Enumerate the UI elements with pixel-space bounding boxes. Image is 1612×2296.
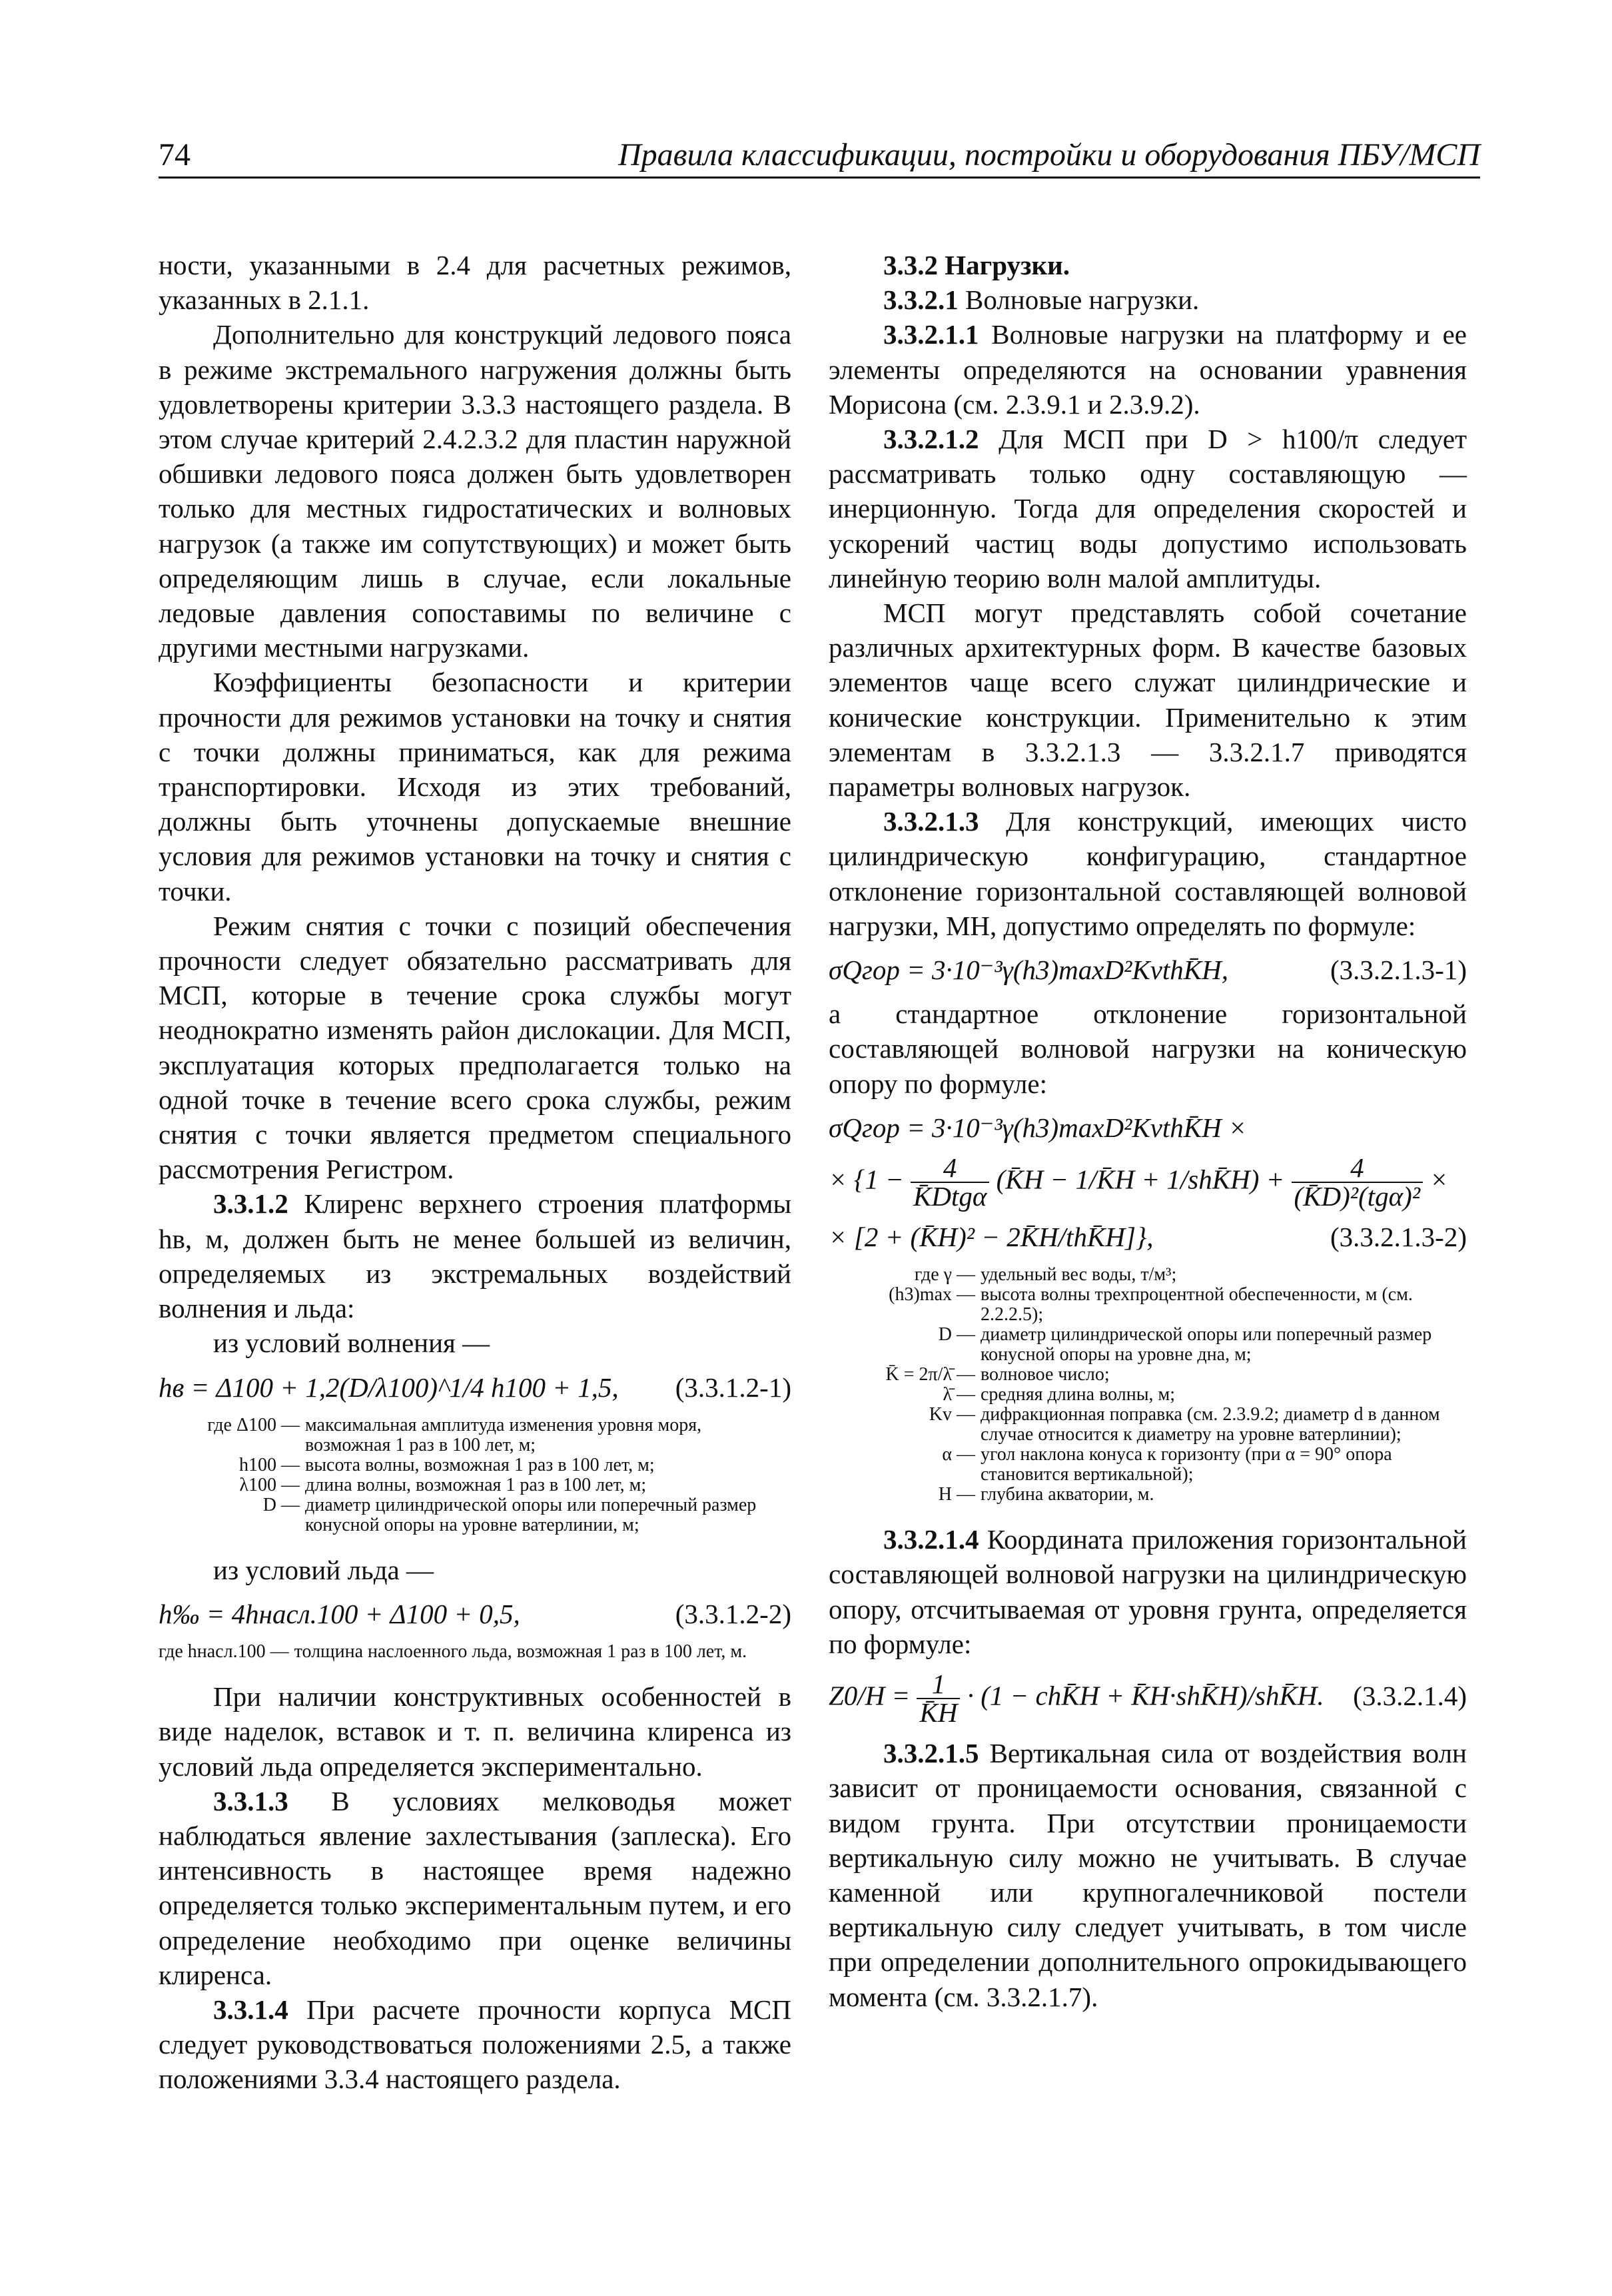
legend-symbol: h100 —: [239, 1454, 300, 1475]
paragraph: МСП могут представлять собой сочетание различных архитектурных форм. В качестве базовых элементов чаще всего служат цилиндрические и конические конструкции. Применительно к этим элементам в 3.3.2.1.3 — 3.3.2.1.7 приводятся параметры волновых нагрузок.: [829, 597, 1467, 803]
left-column: [159, 248, 791, 2097]
condition-label: из условий льда —: [213, 1554, 434, 1585]
equation-3-3-1-2-2: [159, 1597, 791, 1631]
formula: σQгор = 3·10⁻³γ(h3)maxD²KvthK̄H,: [829, 955, 1228, 986]
section-3-3-1-4: [159, 1992, 791, 2097]
legend-symbol: λ100 —: [239, 1474, 300, 1495]
legend-row: [829, 1445, 1467, 1485]
section-number: 3.3.2.1: [883, 284, 959, 316]
formula-part: (K̄H − 1/K̄H + 1/shK̄H) +: [996, 1164, 1285, 1195]
legend-symbol: K̄ = 2π/λ̄ —: [885, 1364, 975, 1385]
fraction-denominator: K̄Dtgα: [913, 1181, 987, 1212]
formula-part: · (1 − chK̄H + K̄H·shK̄H)/shK̄H.: [967, 1680, 1324, 1711]
equation-3-3-2-1-3-2-line-1: [829, 1110, 1467, 1145]
section-3-3-2-1-5: [829, 1736, 1467, 2014]
paragraph: ности, указанными в 2.4 для расчетных режимов, указанных в 2.1.1.: [159, 250, 791, 316]
legend-symbol: α —: [942, 1444, 975, 1465]
formula: h‰ = 4hнасл.100 + Δ100 + 0,5,: [159, 1598, 520, 1629]
section-3-3-2-1: [829, 282, 1467, 317]
legend-symbol: D —: [262, 1494, 300, 1515]
legend-row: [159, 1455, 791, 1475]
equation-number: (3.3.2.1.3-2): [1330, 1222, 1467, 1253]
fraction-numerator: 1: [917, 1671, 960, 1699]
section-text: Вертикальная сила от воздействия волн зависит от проницаемости основания, связанной с видом грунта. При отсутствии проницаемости вертикальную силу можно не учитывать. В случае каменной или крупногалечниковой постели вертикальную силу следует учитывать, в том числе при определении дополнительного опрокидывающего момента (см. 3.3.2.1.7).: [829, 1738, 1467, 2012]
legend-text: толщина наслоенного льда, возможная 1 раз в 100 лет, м.: [294, 1641, 747, 1663]
section-3-3-1-2: [159, 1186, 791, 1326]
legend-row: [829, 1325, 1467, 1365]
section-number: 3.3.2.1.5: [883, 1738, 979, 1769]
legend-row: [829, 1285, 1467, 1325]
fraction: [911, 1154, 989, 1210]
paragraph: При наличии конструктивных особенностей в виде наделок, вставок и т. п. величина клиренса из условий льда определяется экспериментально.: [159, 1681, 791, 1782]
section-text: Для МСП при D > h100/π следует рассматривать только одну составляющую — инерционную. Тогда для определения скоростей и ускорений частиц воды допустимо использовать линейную теорию волн малой амплитуды.: [829, 424, 1467, 593]
legend-text: длина волны, возможная 1 раз в 100 лет, м;: [305, 1474, 647, 1495]
paragraph: а стандартное отклонение горизонтальной составляющей волновой нагрузки на коническую опору по формуле:: [829, 998, 1467, 1099]
legend-row: [829, 1365, 1467, 1385]
header-rule: [159, 177, 1480, 179]
formula: [829, 1154, 1448, 1210]
legend-text: удельный вес воды, т/м³;: [981, 1264, 1177, 1286]
legend-row: [829, 1265, 1467, 1285]
legend-row: [159, 1495, 791, 1535]
section-3-3-2-1-3: [829, 804, 1467, 943]
section-text: Волновые нагрузки.: [965, 284, 1200, 316]
legend-2: [159, 1642, 791, 1662]
paragraph: Коэффициенты безопасности и критерии прочности для режимов установки на точку и снятия с точки должны приниматься, как для режима транспортировки. Исходя из этих требований, должны быть уточнены допускаемые внешние условия для режимов установки на точку и снятия с точки.: [159, 667, 791, 907]
legend-text: дифракционная поправка (см. 2.3.9.2; диаметр d в данном случае относится к диаметру на уровне ватерлинии);: [981, 1404, 1440, 1445]
legend-symbol: D —: [938, 1324, 975, 1345]
legend-symbol: где γ —: [914, 1264, 975, 1286]
fraction-denominator: (K̄D)²(tgα)²: [1294, 1181, 1421, 1212]
equation-number: (3.3.2.1.3-1): [1330, 955, 1467, 986]
running-title: Правила классификации, постройки и оборудования ПБУ/МСП: [618, 137, 1480, 173]
section-number: 3.3.1.2: [213, 1188, 288, 1220]
paragraph: Режим снятия с точки с позиций обеспечения прочности следует обязательно рассматривать для МСП, которые в течение срока службы могут неоднократно изменять район дислокации. Для МСП, эксплуатация которых предполагается только на одной точке в течение всего срока службы, режим снятия с точки является предметом специального рассмотрения Регистром.: [159, 910, 791, 1185]
legend-symbol: H —: [938, 1484, 975, 1505]
section-number: 3.3.1.3: [213, 1785, 288, 1816]
fraction-numerator: 4: [1292, 1154, 1423, 1183]
right-column: [829, 248, 1467, 2014]
legend-text: средняя длина волны, м;: [981, 1384, 1176, 1405]
legend-row: [829, 1485, 1467, 1505]
equation-number: (3.3.2.1.4): [1353, 1680, 1467, 1711]
section-text: Клиренс верхнего строения платформы hв, м, должен быть не менее большей из величин, определяемых из экстремальных воздействий волнения и льда:: [159, 1188, 791, 1324]
section-3-3-2-1-4: [829, 1522, 1467, 1661]
fraction: [1292, 1154, 1423, 1210]
section-number: 3.3.2.1.2: [883, 424, 979, 455]
formula: σQгор = 3·10⁻³γ(h3)maxD²KvthK̄H ×: [829, 1112, 1247, 1143]
legend-1: [159, 1415, 791, 1535]
fraction-numerator: 4: [911, 1154, 989, 1183]
legend-symbol: где Δ100 —: [207, 1414, 300, 1435]
section-3-3-2-1-1: [829, 317, 1467, 422]
legend-symbol: (h3)max —: [889, 1284, 975, 1306]
legend-symbol: λ̄ —: [943, 1384, 975, 1405]
section-3-3-2-1-2: [829, 422, 1467, 595]
legend-row: [159, 1475, 791, 1495]
section-heading-3-3-2: [829, 248, 1467, 282]
formula: [829, 1671, 1324, 1726]
equation-number: (3.3.1.2-1): [675, 1371, 791, 1403]
legend-text: угол наклона конуса к горизонту (при α = 90° опора становится вертикальной);: [981, 1444, 1392, 1485]
legend-row: [829, 1385, 1467, 1405]
formula-part: × {1 −: [829, 1164, 904, 1195]
legend-text: высота волны, возможная 1 раз в 100 лет, м;: [305, 1454, 655, 1475]
section-number: 3.3.2.1.4: [883, 1524, 979, 1555]
page-number: 74: [159, 137, 191, 173]
page-header: [159, 139, 1480, 179]
legend-row: [159, 1415, 791, 1455]
section-3-3-1-3: [159, 1784, 791, 1992]
fraction: [917, 1671, 960, 1726]
section-title: 3.3.2 Нагрузки.: [883, 250, 1070, 280]
formula: × [2 + (K̄H)² − 2K̄H/thK̄H]},: [829, 1222, 1154, 1253]
equation-3-3-2-1-3-1: [829, 953, 1467, 987]
section-text: Для конструкций, имеющих чисто цилиндрическую конфигурацию, стандартное отклонение горизонтальной составляющей волновой нагрузки, МН, допустимо определять по формуле:: [829, 806, 1467, 941]
legend-text: диаметр цилиндрической опоры или поперечный размер конусной опоры на уровне дна, м;: [981, 1324, 1432, 1365]
formula-part: Z0/H =: [829, 1680, 911, 1711]
section-text: Волновые нагрузки на платформу и ее элементы определяются на основании уравнения Морисона (см. 2.3.9.1 и 2.3.9.2).: [829, 319, 1467, 420]
paragraph: Дополнительно для конструкций ледового пояса в режиме экстремального нагружения должны быть удовлетворены критерии 3.3.3 настоящего раздела. В этом случае критерий 2.4.2.3.2 для пластин наружной обшивки ледового пояса должен быть удовлетворен только для местных гидростатических и волновых нагрузок (а также им сопутствующих) и может быть определяющим лишь в случае, если локальные ледовые давления сопоставимы по величине с другими местными нагрузками.: [159, 319, 791, 663]
legend-text: высота волны трехпроцентной обеспеченности, м (см. 2.2.2.5);: [981, 1284, 1413, 1326]
equation-3-3-2-1-4: [829, 1671, 1467, 1726]
formula-part: ×: [1429, 1164, 1449, 1195]
fraction-denominator: K̄H: [919, 1697, 958, 1728]
formula: hв = Δ100 + 1,2(D/λ100)^1/4 h100 + 1,5,: [159, 1371, 619, 1403]
section-text: В условиях мелководья может наблюдаться явление захлестывания (заплеска). Его интенсивность в настоящее время надежно определяется только экспериментальным путем, и его определение необходимо при оценке величины клиренса.: [159, 1785, 791, 1990]
legend-row: [829, 1405, 1467, 1445]
legend-text: глубина акватории, м.: [981, 1484, 1154, 1505]
legend-text: максимальная амплитуда изменения уровня моря, возможная 1 раз в 100 лет, м;: [305, 1414, 702, 1455]
section-text: Координата приложения горизонтальной составляющей волновой нагрузки на цилиндрическую опору, отсчитываемая от уровня грунта, определяется по формуле:: [829, 1524, 1467, 1659]
legend-3: [829, 1265, 1467, 1505]
legend-symbol: Kv —: [929, 1404, 975, 1425]
equation-number: (3.3.1.2-2): [675, 1598, 791, 1629]
section-number: 3.3.2.1.3: [883, 806, 979, 837]
equation-3-3-2-1-3-2-line-3: [829, 1220, 1467, 1254]
section-number: 3.3.2.1.1: [883, 319, 979, 350]
legend-text: волновое число;: [981, 1364, 1110, 1385]
legend-text: диаметр цилиндрической опоры или поперечный размер конусной опоры на уровне ватерлинии, м;: [305, 1494, 757, 1535]
equation-3-3-1-2-1: [159, 1370, 791, 1405]
section-text: При расчете прочности корпуса МСП следует руководствоваться положениями 2.5, а также положениями 3.3.4 настоящего раздела.: [159, 1994, 792, 2095]
equation-3-3-2-1-3-2-line-2: [829, 1154, 1467, 1210]
legend-symbol: где hнасл.100 —: [159, 1641, 289, 1663]
condition-label: из условий волнения —: [213, 1328, 490, 1359]
legend-row: [159, 1642, 791, 1662]
section-number: 3.3.1.4: [213, 1994, 288, 2025]
